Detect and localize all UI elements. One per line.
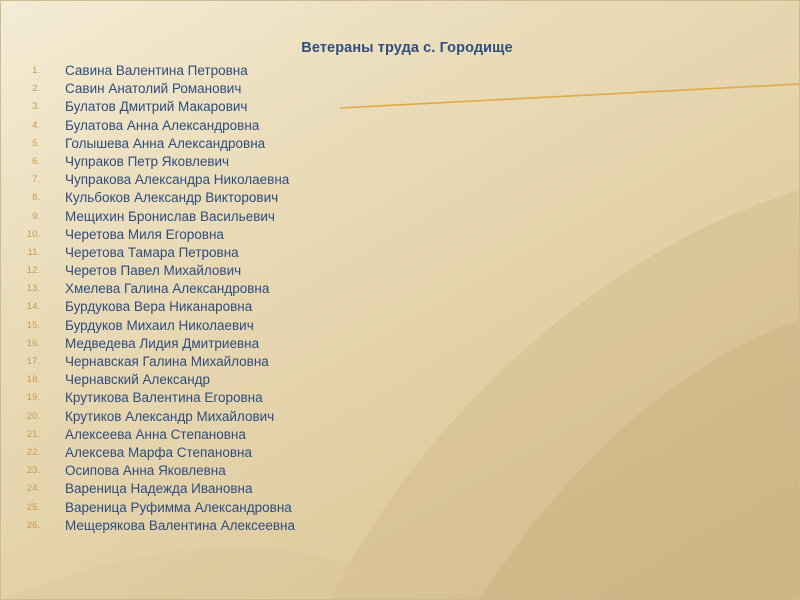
list-item-number: 24. — [26, 483, 40, 495]
list-item-number: 14. — [26, 301, 40, 313]
list-item-number: 17. — [26, 356, 40, 367]
list-item-number: 7. — [32, 174, 40, 186]
slide-title: Ветераны труда с. Городище — [301, 40, 513, 56]
list-item-name: Черетов Павел Михайлович — [65, 263, 242, 279]
list-item-number: 19. — [26, 392, 40, 404]
list-item-number: 8. — [32, 192, 40, 204]
list-item-number: 10. — [26, 228, 40, 240]
list-item-number: 1. — [32, 65, 40, 76]
list-item-name: Чернавский Александр — [65, 372, 211, 388]
list-item-number: 3. — [32, 101, 40, 113]
list-item-number: 4. — [32, 119, 40, 131]
list-item-name: Вареница Руфимма Александровна — [65, 499, 292, 515]
list-item-number: 11. — [27, 246, 40, 258]
list-item-name: Чупраков Петр Яковлевич — [65, 153, 230, 169]
list-item-name: Бурдукова Вера Никанаровна — [65, 299, 253, 315]
list-item-number: 20. — [26, 410, 40, 422]
list-item-name: Мещихин Бронислав Васильевич — [65, 208, 275, 224]
list-item-number: 2. — [32, 83, 40, 95]
list-item-name: Алексеева Анна Степановна — [65, 426, 246, 442]
list-item-name: Кульбоков Александр Викторович — [65, 190, 279, 206]
list-item-number: 5. — [32, 137, 40, 149]
list-item-number: 25. — [26, 501, 40, 513]
list-item-name: Мещерякова Валентина Алексеевна — [65, 517, 296, 533]
list-item-name: Осипова Анна Яковлевна — [65, 463, 226, 479]
list-item-name: Чернавская Галина Михайловна — [65, 354, 269, 369]
list-item-number: 6. — [32, 155, 40, 167]
list-item-name: Крутиков Александр Михайлович — [65, 408, 275, 424]
list-item-name: Хмелева Галина Александровна — [65, 281, 270, 297]
list-item-number: 16. — [26, 337, 40, 349]
list-item-number: 22. — [26, 446, 40, 458]
list-item-number: 18. — [26, 374, 40, 386]
list-item-number: 15. — [26, 319, 40, 331]
list-item-number: 26. — [26, 519, 40, 531]
list-item-name: Булатов Дмитрий Макарович — [65, 99, 248, 115]
list-item-name: Булатова Анна Александровна — [65, 117, 260, 133]
list-item-number: 23. — [26, 465, 40, 477]
list-item-name: Чупракова Александра Николаевна — [65, 172, 290, 188]
list-item-number: 21. — [26, 428, 40, 440]
list-item-name: Медведева Лидия Дмитриевна — [65, 335, 260, 351]
list-item-number: 13. — [26, 283, 40, 295]
list-item-name: Савина Валентина Петровна — [65, 63, 248, 78]
list-item-number: 9. — [32, 210, 40, 222]
list-item-name: Голышева Анна Александровна — [65, 135, 266, 151]
list-item-name: Савин Анатолий Романович — [65, 81, 242, 97]
list-item-name: Черетова Миля Егоровна — [65, 226, 224, 242]
list-item-number: 12. — [26, 265, 40, 277]
list-item-name: Бурдуков Михаил Николаевич — [65, 317, 254, 333]
list-item-name: Черетова Тамара Петровна — [65, 244, 239, 260]
list-item-name: Вареница Надежда Ивановна — [65, 481, 253, 497]
list-item-name: Крутикова Валентина Егоровна — [65, 390, 263, 406]
list-item-name: Алексева Марфа Степановна — [65, 444, 252, 460]
